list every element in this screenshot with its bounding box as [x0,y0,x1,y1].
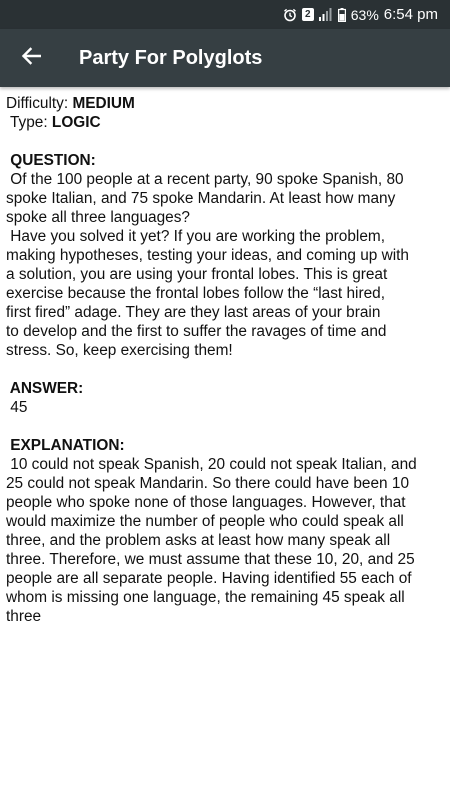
signal-icon [319,8,333,21]
text-line: making hypotheses, testing your ideas, and coming up with [6,247,409,264]
text-line: spoke all three languages? [6,209,190,226]
status-time: 6:54 pm [383,6,438,23]
text-line: three [6,608,42,625]
text-line: exercise because the frontal lobes follow the “last hired, [6,285,385,302]
arrow-back-icon [21,47,41,70]
text-line: to develop and the first to suffer the ravages of time and [6,323,387,340]
answer-value: 45 [6,399,28,416]
text-line: stress. So, keep exercising them! [6,342,233,359]
text-line: 10 could not speak Spanish, 20 could not speak Italian, and [6,456,417,473]
alarm-icon [283,8,297,22]
puzzle-content [6,94,446,626]
text-line: spoke Italian, and 75 spoke Mandarin. At least how many [6,190,396,207]
text-line: Of the 100 people at a recent party, 90 spoke Spanish, 80 [6,171,404,188]
text-line: first fired” adage. They are they last areas of your brain [6,304,381,321]
text-line: whom is missing one language, the remaining 45 speak all [6,589,405,606]
text-line: three, and the problem asks at least how many speak all [6,532,391,549]
status-bar [0,0,450,29]
battery-percent: 63% [350,6,379,23]
page-title: Party For Polyglots [79,47,263,69]
answer-heading: ANSWER: [6,380,84,397]
question-heading: QUESTION: [6,152,96,169]
sim-badge-icon: 2 [302,8,314,21]
text-line: a solution, you are using your frontal lobes. This is great [6,266,388,283]
back-button[interactable] [14,42,48,74]
explanation-heading: EXPLANATION: [6,437,125,454]
difficulty-value: MEDIUM [72,95,135,112]
text-line: would maximize the number of people who could speak all [6,513,404,530]
text-line: Have you solved it yet? If you are working the problem, [6,228,385,245]
type-value: LOGIC [51,114,101,131]
app-bar [0,29,450,87]
text-line: people are all separate people. Having identified 55 each of [6,570,412,587]
explanation-text [6,455,446,626]
text-line: people who spoke none of those languages. However, that [6,494,406,511]
question-text [6,170,446,360]
type-label: Type: [6,114,52,131]
difficulty-row [6,94,446,113]
type-row [6,113,446,132]
status-icons [283,0,438,29]
text-line: three. Therefore, we must assume that these 10, 20, and 25 [6,551,415,568]
battery-icon [338,8,346,22]
difficulty-label: Difficulty: [6,95,73,112]
text-line: 25 could not speak Mandarin. So there could have been 10 [6,475,410,492]
